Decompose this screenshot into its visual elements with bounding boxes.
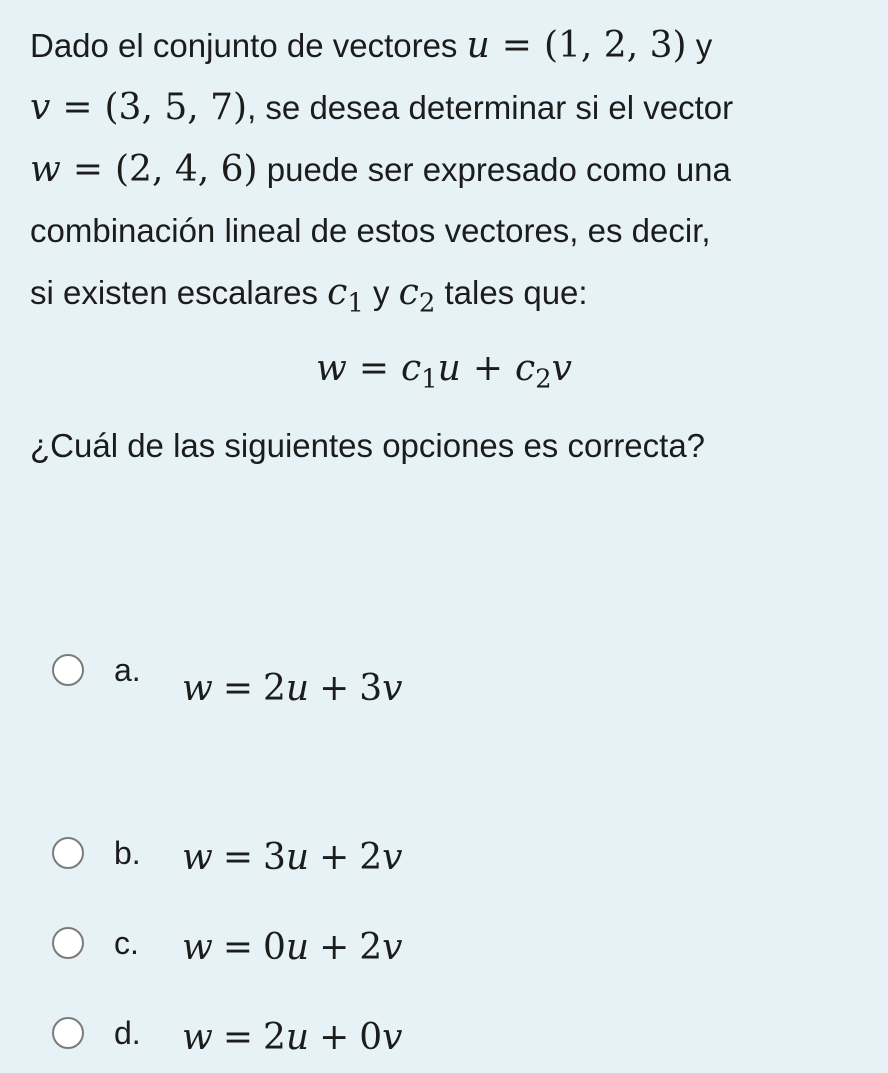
- eq-c2: c: [515, 348, 536, 389]
- option-equation-a: w = 2u + 3v: [182, 668, 403, 709]
- vector-u-definition: [467, 24, 687, 65]
- question-text: [30, 14, 870, 323]
- option-letter-c: c.: [114, 925, 139, 961]
- radio-button-d[interactable]: [52, 1017, 84, 1049]
- option-letter-d: d.: [114, 1015, 141, 1051]
- equals-sign: =: [501, 25, 532, 66]
- vector-w-value: (2, 4, 6): [115, 149, 258, 190]
- var-v: v: [30, 87, 51, 128]
- eq-plus: +: [472, 348, 503, 389]
- eq-equals: =: [358, 348, 389, 389]
- radio-button-b[interactable]: [52, 837, 84, 869]
- eq-c2-sub: 2: [535, 364, 552, 395]
- question-line5-start: si existen escalares: [30, 274, 328, 311]
- var-u: u: [466, 25, 490, 66]
- question-prompt: ¿Cuál de las siguientes opciones es correcta?: [30, 427, 706, 464]
- question-line2-text: , se desea determinar si el vector: [247, 89, 734, 126]
- equals-sign: =: [72, 149, 103, 190]
- eq-c1: c: [400, 348, 422, 389]
- option-equation-b: w = 3u + 2v: [182, 837, 403, 878]
- vector-v-value: (3, 5, 7): [104, 87, 248, 128]
- eq-c1-sub: 1: [421, 364, 438, 395]
- question-line-2: [30, 76, 870, 138]
- option-letter-b: b.: [114, 835, 141, 871]
- option-equation-d: w = 2u + 0v: [182, 1017, 403, 1058]
- vector-w-definition: [30, 148, 258, 189]
- question-line-1: [30, 14, 870, 76]
- question-line5-end: tales que:: [435, 274, 588, 311]
- question-line1-end: y: [686, 27, 713, 64]
- equals-sign: =: [62, 87, 93, 128]
- question-line-3: [30, 138, 870, 200]
- option-b[interactable]: [50, 833, 650, 883]
- vector-u-value: (1, 2, 3): [543, 25, 687, 66]
- option-equation-c: w = 0u + 2v: [182, 927, 403, 968]
- var-w: w: [30, 149, 61, 190]
- question-line5-mid: y: [363, 274, 399, 311]
- eq-lhs: w: [315, 348, 347, 389]
- option-letter-a: a.: [114, 652, 141, 688]
- eq-v: v: [551, 348, 572, 389]
- question-line1-text: Dado el conjunto de vectores: [30, 27, 467, 64]
- question-line-4: combinación lineal de estos vectores, es decir,: [30, 212, 711, 249]
- eq-u: u: [437, 348, 461, 389]
- question-line3-text: puede ser expresado como una: [257, 151, 731, 188]
- vector-v-definition: [30, 86, 247, 127]
- radio-button-c[interactable]: [52, 927, 84, 959]
- display-equation: [0, 338, 888, 399]
- question-line-5: [30, 261, 870, 323]
- scalar-c2: $c_2$: [398, 272, 436, 319]
- radio-button-a[interactable]: [52, 654, 84, 686]
- option-d[interactable]: [50, 1013, 650, 1063]
- scalar-c1: $c_1$: [327, 272, 364, 319]
- option-c[interactable]: [50, 923, 650, 973]
- option-a[interactable]: [50, 650, 650, 709]
